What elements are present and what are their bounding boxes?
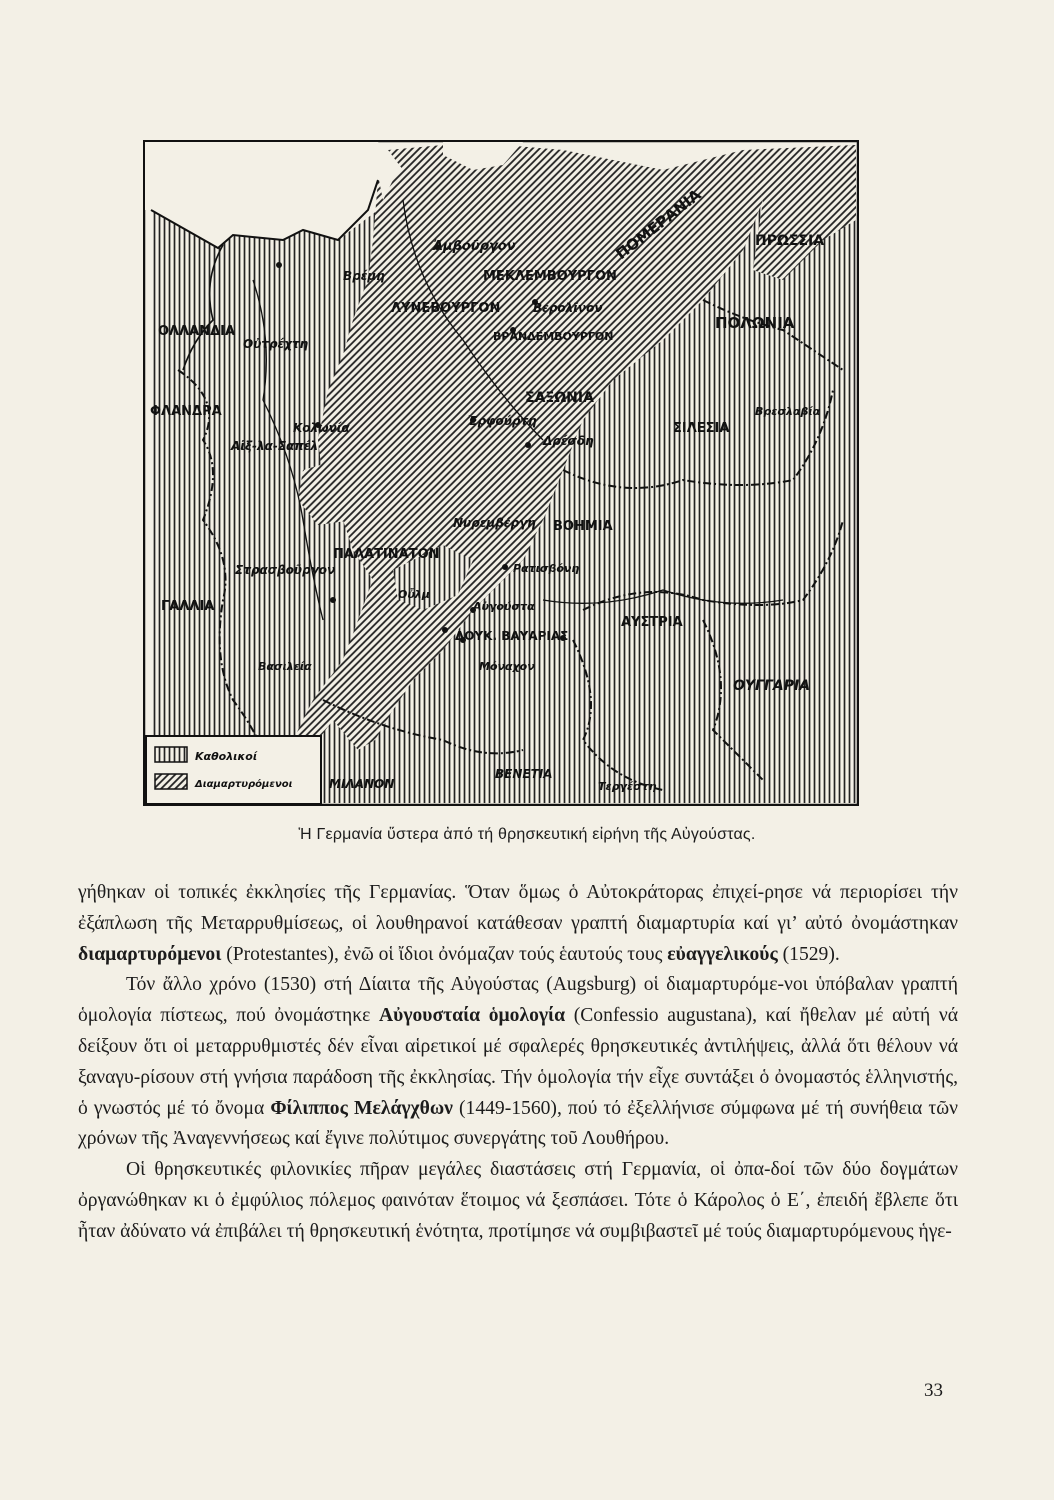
text-run: γήθηκαν οἱ τοπικές ἐκκλησίες τῆς Γερμανίας. Ὅταν ὅμως ὁ Αὐτοκράτορας ἐπιχεί-ρησε νά περιορίσει τήν ἐξάπλωση τῆς Μεταρρυθμίσεως, οἱ λουθηρανοί κατάθεσαν γραπτή διαμαρτυρία καί γι’ αὐτό ὀνομάστηκαν: [78, 882, 958, 934]
label-flanders: ΦΛΑΝΔΡΑ: [150, 404, 222, 419]
label-berlin: Βερολῖνον: [533, 301, 603, 315]
label-aachen: Αἰξ-λα-Σαπέλ: [231, 439, 319, 453]
label-regensburg: Ρατισβόνη: [513, 562, 580, 575]
label-venice: ΒΕΝΕΤΙΑ: [495, 767, 553, 781]
label-saxony: ΣΑΞΩΝΙΑ: [525, 390, 594, 406]
label-mecklenburg: ΜΕΚΛΕΜΒΟΥΡΓΟΝ: [483, 269, 617, 284]
paragraph: [78, 878, 958, 970]
page-number: 33: [924, 1380, 943, 1401]
label-dresden: Δρέσδη: [543, 434, 594, 448]
legend-swatch-protestant: [155, 774, 187, 789]
paragraph: [78, 1155, 958, 1247]
label-strasbourg: Στρασβοῦργον: [235, 563, 336, 577]
text-run: (1529).: [777, 943, 840, 965]
label-bavaria: ΔΟΥΚ. ΒΑΥΑΡΙΑΣ: [455, 629, 569, 643]
label-ulm: Οὖλμ: [398, 588, 430, 601]
paragraph: [78, 970, 958, 1155]
label-erfurt: Ἐρφούρτη: [468, 414, 537, 428]
label-austria: ΑΥΣΤΡΙΑ: [621, 615, 683, 630]
label-palatinate: ΠΑΛΑΤΙΝΑΤΟΝ: [333, 547, 440, 562]
label-hamburg: Ἀμβοῦργον: [433, 239, 516, 254]
label-breslau: Βρεσλαβία: [755, 405, 821, 418]
label-munich: Μόναχον: [479, 660, 535, 673]
label-augsburg: Αὐγούστα: [473, 600, 535, 613]
bold-term: Αὐγουσταία ὁμολογία: [379, 1005, 566, 1027]
legend-protestant: Διαμαρτυρόμενοι: [195, 779, 293, 790]
label-france: ΓΑΛΛΙΑ: [161, 599, 215, 614]
label-holland: ΟΛΛΑΝΔΙΑ: [158, 324, 236, 339]
text-run: (Confessio augustana), καί ἤθελαν μέ αὐτή νά δείξουν ὅτι οἱ μεταρρυθμιστές δέν εἶναι αἱρετικοί μέ σφαλερές θρησκευτικές ἀντιλήψεις, ἀλλά ὅτι θέλουν νά ξαναγυ-ρίσουν στή γνήσια παράδοση τῆς ἐκκλησίας. Τήν ὁμολογία τήν εἶχε συντάξει ὁ ὀνομαστός ἑλληνιστής, ὁ γνωστός μέ τό ὄνομα: [78, 1005, 958, 1119]
text-run: Οἱ θρησκευτικές φιλονικίες πῆραν μεγάλες διαστάσεις στή Γερμανία, οἱ ὀπα-δοί τῶν δύο δογμάτων ὀργανώθηκαν κι ὁ ἐμφύλιος πόλεμος φαινόταν ἕτοιμος νά ξεσπάσει. Τότε ὁ Κάρολος ὁ Ε΄, ἐπειδή ἔβλεπε ὅτι ἦταν ἀδύνατο νά ἐπιβάλει τή θρησκευτική ἑνότητα, προτίμησε νά συμβιβαστεῖ μέ τούς διαμαρτυρόμενους ἡγε-: [78, 1159, 958, 1242]
label-trieste: Τεργέστη: [598, 780, 657, 793]
bold-term: εὐαγγελικούς: [667, 943, 778, 965]
label-basel: Βασιλεία: [258, 660, 312, 673]
text-run: Τόν ἄλλο χρόνο (1530) στή Δίαιτα τῆς Αὐγούστας (Augsburg) οἱ διαμαρτυρόμε-νοι ὑπόβαλαν γραπτή ὁμολογία πίστεως, πού ὀνομάστηκε: [78, 974, 958, 1027]
label-bremen: Βρέμη: [343, 269, 385, 283]
map-figure: [143, 140, 859, 806]
label-prussia: ΠΡΩΣΣΙΑ: [755, 233, 825, 249]
text-run: (Protestantes), ἐνῶ οἱ ἴδιοι ὀνόμαζαν τούς ἑαυτούς τους: [221, 943, 668, 965]
label-pomerania: ΠΟΜΕΡΑΝΙΑ: [612, 185, 705, 264]
label-cologne: Κολωνία: [293, 421, 350, 435]
label-luneburg: ΛΥΝΕΒΟΥΡΓΟΝ: [391, 301, 501, 316]
label-brandenburg: ΒΡΑΝΔΕΜΒΟΥΡΓΟΝ: [493, 330, 614, 343]
label-hungary: ΟΥΓΓΑΡΙΑ: [733, 678, 811, 694]
bold-term: διαμαρτυρόμενοι: [78, 943, 222, 965]
legend-catholic: Καθολικοί: [195, 750, 258, 763]
map-caption: Ἡ Γερμανία ὕστερα ἀπό τή θρησκευτική εἰρήνη τῆς Αὐγούστας.: [298, 826, 756, 843]
label-utrecht: Οὐτρέχτη: [243, 337, 309, 351]
map-legend: [146, 736, 321, 804]
legend-swatch-catholic: [155, 747, 187, 762]
label-poland: ΠΟΛΩΝΙΑ: [715, 314, 795, 332]
label-nuremberg: Νυρεμβέργη: [453, 516, 536, 530]
historical-map: [143, 140, 859, 806]
label-bohemia: ΒΟΗΜΙΑ: [553, 519, 613, 534]
body-text: [78, 878, 958, 1248]
label-silesia: ΣΙΛΕΣΙΑ: [673, 421, 730, 436]
label-milan: ΜΙΛΑΝΟΝ: [329, 777, 395, 791]
bold-term: Φίλιππος Μελάγχθων: [270, 1097, 453, 1119]
text-run: (1449-1560), πού τό ἐξελλήνισε σύμφωνα μέ τή συνήθεια τῶν χρόνων τῆς Ἀναγεννήσεως καί ἔγινε πολύτιμος συνεργάτης τοῦ Λουθήρου.: [78, 1097, 958, 1150]
